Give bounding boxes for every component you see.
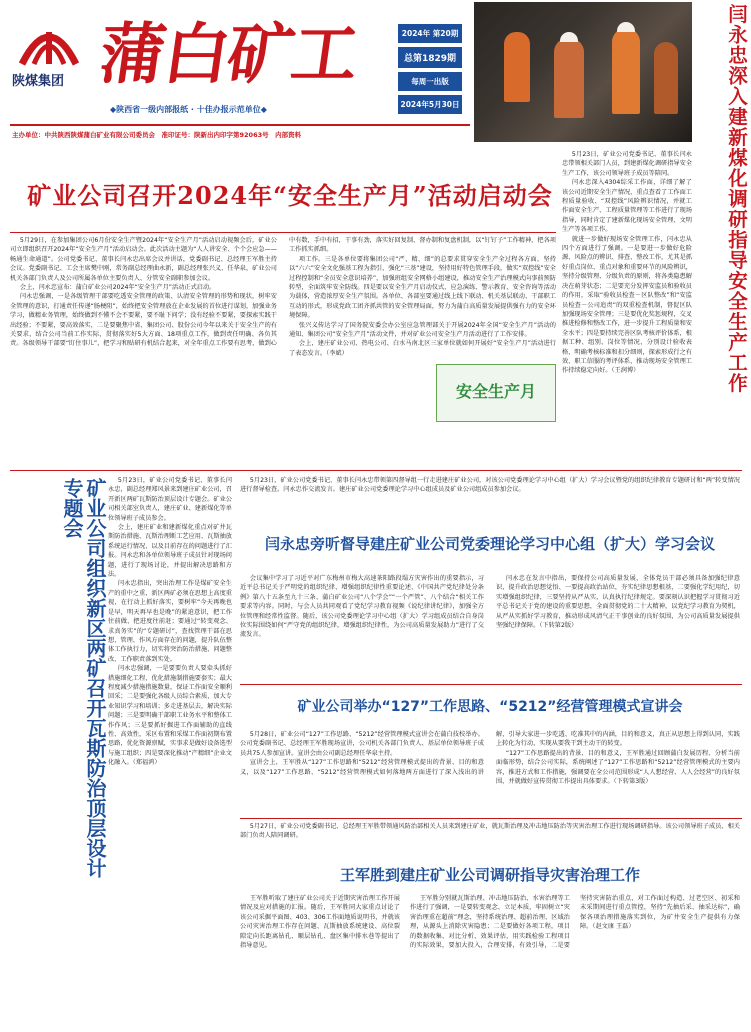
photo-figure (554, 38, 584, 118)
section-rule (10, 470, 742, 471)
helmet-light (617, 22, 635, 32)
photo-figure (612, 28, 640, 114)
paragraph: 会上，建庄矿业公司、热电公司、白水马南北区三家单位就如何开展好“安全生产月”活动进行了表态发言。（李斌） (289, 340, 556, 357)
left-vertical-headline: 矿业公司组织新区两矿召开瓦斯防治顶层设计专题会 (60, 478, 107, 878)
disaster-body (240, 894, 740, 1022)
helmet-light (560, 32, 578, 42)
paragraph: 5月23日，矿业公司党委书记、董事长闫永忠带领相关部门人员，到建新煤化调研指导安全生产工作，该公司领导班子成员等陪同。 (562, 151, 692, 177)
issue-date: 2024年5月30日 (398, 95, 462, 114)
paragraph: “127”工作思路提出的背景、目的和意义，王军胜通过回顾蒲白发展历程、分析当前面临形势，结合公司实际，系统阐述了“127”工作思路和“5212”经营管理模式的主要内容，推进方式和工作措施，强调要在全公司范围形成“人人想经营、人人会经营”的良好氛围，并就做好宣传贯彻工作提出具体要求。（下转第3版） (496, 749, 740, 786)
photo-figure (654, 42, 678, 114)
meeting-body (240, 574, 740, 680)
paragraph: 闫永忠指出，突出治理工作是煤矿安全生产的重中之重，新区两矿必须在思想上高度重视，在行动上抓好落实，要树牢“今天再晚也是早，明天再早也是晚”的紧迫意识，把工作往前做、把进度往前赶；要通过“转变观念、求真务实”的“专题研讨”，查找管理干部在思想、管理、作风方面存在的问题，提升队伍整体工作执行力，切实将突治防治措施、问题整改、工作职责落到实处。 (108, 580, 232, 663)
meeting-intro: 5月23日，矿业公司党委书记、董事长闫永忠带领第四督导组一行走进建庄矿业公司，对该公司党委理论学习中心组（扩大）学习会议暨党的组织纪律教育专题研讨和“两”转变情况进行督导检查。闫永忠作交流发言。建庄矿业公司党委理论学习中心组成员及矿业公司组成员参加会议。 (240, 477, 740, 494)
paragraph: 会上，建庄矿业和建新煤化重点对矿井瓦斯防治措施、瓦斯治理断工艺应用、瓦斯抽放系统运行情况、以及目前存在的问题进行了汇报。闫永忠和各单位领导班子成员针对现场问题，进行了现场讨论，并提出解决思路和方法。 (108, 524, 232, 579)
paragraph: 5月23日，矿业公司党委书记、董事长闫永忠，副总经理郑风景来到建庄矿业公司，召开新区两矿瓦斯防治顶层设计专题会。矿业公司相关部室负责人，建庄矿业、建新煤化等单位领导班子成员参会。 (108, 477, 232, 522)
lead-headline: 矿业公司召开2024年“安全生产月”活动启动会 (27, 181, 553, 210)
section-rule (240, 684, 742, 685)
paragraph: 会上，闫永忠宣布：蒲白矿业公司2024年“安全生产月”活动正式启动。 (19, 284, 216, 292)
paragraph: 闫永忠深入4304综采工作面，详细了解了该公司近期安全生产情况，重点查看了工作面工程质量验收、“双控线”风险辨识情况，并就工作面安全生产、工程质量管理等工作进行了现场指导，同时肯定了建新煤化现场安全管理、文明生产等各项工作。 (562, 179, 692, 234)
safety-month-badge (436, 364, 556, 422)
year-issue: 2024年 第20期 (398, 24, 462, 43)
paragraph: 王军胜分别就瓦斯治理、冲击地压防治、水害治理等工作进行了强调，一是要转变观念、立足本质，牢固树立“灾害治理重在超前”理念，坚持系统治理、超前治理、区域治理，从源头上消除灾害隐患；二是要做好各项工程，项目的数据收集、对比分析、效果评估，用实践检验工程项目的实际效果，要加大投入，合理安排，有效引导，二是要坚持灾害防治重点，对工作面过构造、过老空区、初采和末采期间进行重点管控，坚持“先抽后采、抽采达标”，确保各项治理措施落实到位，为矿井安全生产提供有力保障。（赵文康 王磊） (410, 895, 740, 950)
paragraph: 王军胜听取了建庄矿业公司关于近期灾害治理工作开展情况及应对措施的汇报。随后，王军胜同大家重点讨论了该公司采掘平面图、403、306工作面地质说明书，并就该公司灾害治理工作存在问题、瓦斯抽放系统建设、高位裂隙定向长距离钻孔、顺层钻孔、盘区集中排水巷等提出了指导意见。 (240, 895, 400, 950)
paragraph: 会议集中学习了习近平对广东梅州市梅大高速茶阳路段塌方灾害作出的重要指示，习近平总书记关于严明党的组织纪律、增强组织纪律性重要论述、《中国共产党纪律处分条例》第八十五条至九十三条、蒲白矿业公司“八个学会”“一个严管”、八个结合“相关工作要求等内容。同时，与会人员共同观看了党纪学习教育视频《说纪律讲纪律》，加强全方位管理和经常性监督。随后，该公司党委理论学习中心组（扩大）学习组成员结合自身岗位实际围绕如何“严守党的组织纪律，增强组织纪律性，为公司高质量发展助力”进行了交流发言。 (240, 575, 484, 639)
mode-body (240, 730, 740, 814)
lead-rule (10, 232, 556, 233)
masthead-rule (10, 124, 470, 126)
paragraph: 闫永忠在发言中指出，要保持公司高质量发展，全体党员干部必须具备加强纪律意识，提升政治思想觉悟、一要提高政治站位，夯实纪律思想根基，二要强化学纪用纪，切实增强组织纪律，三要坚持从严从实，认真执行纪律规定。要深刻认识把握学习贯彻习近平总书记关于党的建设的重要思想，全面贯彻党的二十大精神，以党纪学习教育为契机，从严从实抓好学习教育，推动形成风清气正干事创业的良好氛围，为公司高质量发展提供坚强纪律保障。（下转第2版） (496, 575, 740, 630)
total-issue: 总第1829期 (398, 47, 462, 68)
mode-headline: 矿业公司举办“127”工作思路、“5212”经营管理模式宣讲会 (297, 699, 683, 715)
frequency: 每周一出版 (398, 72, 462, 91)
right-vertical-headline: 闫永忠深入建新煤化调研指导安全生产工作 (725, 4, 748, 394)
shaanxi-coal-logo-icon (16, 18, 82, 66)
masthead-info: 主办单位：中共陕西陕煤蒲白矿业有限公司委员会 准印证号：陕新出内印字第92063号 内部资料 (12, 131, 302, 139)
meeting-headline: 闫永忠旁听督导建庄矿业公司党委理论学习中心组（扩大）学习会议 (264, 535, 715, 553)
paragraph: 张兴义传达学习了国务院安委会办公室应急管理部关于开展2024年全国“安全生产月”活动的通知、集团公司“安全生产月”活动文件，并对矿业公司安全生产月活动进行了工作安排。 (289, 321, 556, 339)
disaster-headline: 王军胜到建庄矿业公司调研指导灾害治理工作 (270, 858, 710, 892)
left-story (108, 476, 232, 1012)
lead-story (10, 236, 556, 464)
safety-badge-text: 安全生产月 (455, 382, 536, 401)
right-top-story (562, 150, 692, 470)
disaster-body-top: 5月27日，矿业公司党委副书记、总经理王军胜带领通风防治部相关人员来到建庄矿业，就瓦斯治理及冲击地压防治等灾害治理工作进行现场调研指导。该公司领导班子成员、相关部门负责人陪同调研。 (240, 823, 740, 840)
paragraph: 5月29日，在参加集团公司6月份安全生产暨2024年“安全生产月”活动启动视频会后，矿业公司立即组织召开2024年“安全生产月”活动启动会。此次活动主题为“人人讲安全、个个会应急——畅通生命通道”。公司党委书记、董事长闫永忠出席会议并讲话，党委副书记、总经理王军胜主持会议。党委副书记、工会主席樊中刚，常务副总经理曲永新，副总经理张兴义、任华泉，矿业公司机关各部门负责人及公司所属各单位主要负责人、分管安全副职参加会议。 (10, 237, 277, 282)
paragraph: 5月28日，矿业公司“127”工作思路、“5212”经营管理模式宣讲会在蒲白技校举办。公司党委副书记、总经理王军胜现场宣讲，公司机关各部门负责人、基层单位领导班子成员共75人参加宣讲。宣讲会由公司副总经理任华泉主持。 (240, 731, 484, 757)
issue-box (398, 24, 462, 110)
photo-figure (504, 32, 530, 102)
paragraph: 宣讲会上，王军胜从“127”工作思路和“5212”经营管理模式提出的背景、目的和意义，以及“127”工作思路、“5212”经营管理模式如何落地两方面进行了深入浅出的讲解，引导大家进一步吃透、吃准其中的内涵，目的和意义，真正从思想上得到认同，实践上转化为行动，实现从要我干到主动干的转变。 (240, 731, 740, 776)
tagline: ◆陕西省一级内部报纸 · 十佳办报示范单位◆ (110, 105, 267, 114)
paragraph: 就进一步做好现场安全管理工作，闫永忠从四个方面进行了强调。一是要进一步做好危险源、风险点的辨识、排查、整改工作，尤其是抓好重点岗位、重点对象和重要环节的风险辨识，坚持分级管理、分级负责的原则，将各类隐患解决在萌芽状态；二是要充分发挥安监员和验收员的作用，采取“验收员检查－区队整改”和“安监员检查－公司追责”的双重检查机制，督促区队加强现场安全管理；三是要优化奖惩规程，交叉推进检修和整改工作，进一步提升工程质量和安全水平；四是要持续完善区队考核评价体系，根据工种、组别、岗位等情况，分别设计验收表格，明确考核标准和扣分细则，探索形成行之有效、职工信服的考评体系，推动现场安全管理工作持续稳定向好。（王润博） (562, 235, 692, 375)
news-photo (474, 2, 692, 142)
paragraph: 闫永忠强调，一是要要负责人要牵头抓好措施细化工程，优化措施制措施要套实；最大程度减少措施措施数量，保证工作面安全顺利回采；二是要强化各级人员综合素质，加大专业知识学习和培训；多走进基层去，解决实际问题；三是要明确干部职工业务水平和整体工作作风；三是要抓好掘进工作面辅助的直线性、高效性，采区布置和采煤工作面初期布置思路，优化资源禀赋，实事求是做好设备选型与施工组织；四是要深化推动“产精细”企业文化融入。（郑福鸿） (108, 665, 232, 767)
paragraph: 闫永忠强调，一是各级管理干部要吃透安全管理的政策、认清安全管理的形势和现状，树牢安全管理的意识，打通责任传递“肠梗阻”，始终把安全管理放在企业发展的首位进行谋划，加强业务学习，做精业务管理，始终做到不懂不会不要紧，要不耻下问学；没有经验不要紧，要探索实践干出经验；不要紧，要高效落实，二是要聚焦中省、集团公司、股份公司今年以来关于安全生产的有关要求，结合公司当前工作实际，贯彻落实好5大方面、18项重点工作，做到责任明确、各负其责。各级领导干部要“盯住事儿”，把学习和贴研有机结合起来，对全年重点工作要有思考，做到心中有数，手中有招，干事有劲，落实好回复制、督办制和复盘机制，以“钉钉子”工作精神，把各项工作抓实抓细。 (10, 237, 556, 348)
newspaper-title: 蒲白矿工 (94, 15, 362, 93)
org-name: 陕煤集团 (12, 74, 65, 89)
section-rule (240, 818, 742, 819)
paragraph: 项工作。三是各单位要将集团公司“严、精、细”的总要求贯穿安全生产全过程各方面，坚持以“六六”安全文化强基工程为指引，强化“三基”建设，坚持用好特色管理手段，做实“双控线”安全过程控制和“全员安全意识培养”，加强班组安全网格小组建设，推动安全生产治理模式向事前预防转型，全面筑牢安全防线。四是要以安全生产月启动仪式、应急演练、警示教育、安全咨询等活动为载体，营造浓厚安全生产氛围。各单位、各部室要通过线上线下联动、机关基层联动、干部职工互动的形式，形成党政工团齐抓共管的安全管理局面，努力为蒲白高质量发展提供强有力的安全环境保障。 (289, 255, 556, 320)
